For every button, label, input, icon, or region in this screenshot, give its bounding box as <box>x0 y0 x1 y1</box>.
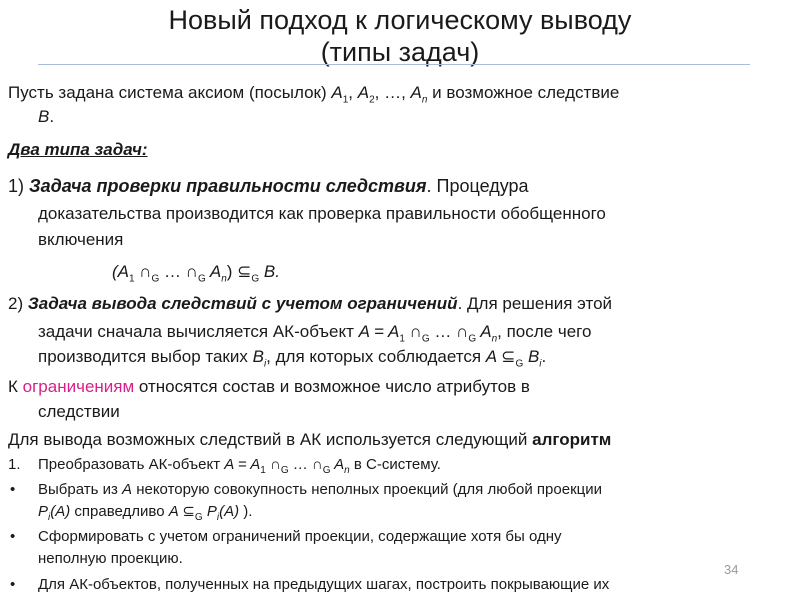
task2-line1: 2) Задача вывода следствий с учетом ограничений. Для решения этой <box>8 294 613 313</box>
step1-text: Преобразовать АК-объект $A = A_1$ $\cap_G$ … $\cap_G$ $A_n$ в С-систему. <box>38 456 441 476</box>
step3-marker: • <box>10 528 16 545</box>
step2-line2: $P_i(A)$ справедливо A $⊆_G$ $P_i(A)$ ). <box>38 503 253 523</box>
intro-line1: Пусть задана система аксиом (посылок) $A_1$, $A_2$, …, $A_n$ и возможное следствие <box>8 83 620 106</box>
constraints-line2: следствии <box>38 402 120 421</box>
task1-line1: 1) Задача проверки правильности следствия. Процедура <box>8 176 529 196</box>
step2-marker: • <box>10 481 16 498</box>
page-number: 34 <box>724 562 739 577</box>
step4-line1: Для АК-объектов, полученных на предыдущих шагах, построить покрывающие их <box>38 576 610 593</box>
task1-formula: ($A_1$ $\cap_G$ … $\cap_G$ $A_n$) $⊆_G$ B. <box>112 262 280 285</box>
step2-line1: Выбрать из A некоторую совокупность неполных проекций (для любой проекции <box>38 481 602 498</box>
title-divider <box>38 64 750 65</box>
step4-marker: • <box>10 576 16 593</box>
step3-line2: неполную проекцию. <box>38 550 183 567</box>
task1-line3: включения <box>38 230 124 249</box>
step3-line1: Сформировать с учетом ограничений проекции, содержащие хотя бы одну <box>38 528 562 545</box>
intro-line2: B. <box>38 107 55 126</box>
task2-line3: производится выбор таких $B_i$, для которых соблюдается A $⊆_G$ $B_i$. <box>38 347 547 370</box>
constraints-line1: К ограничениям относятся состав и возможное число атрибутов в <box>8 377 530 396</box>
slide-title-line2: (типы задач) <box>320 37 480 67</box>
task2-line2: задачи сначала вычисляется АК-объект $A = A_1$ $\cap_G$ … $\cap_G$ $A_n$, после чего <box>38 322 592 345</box>
section-heading: Два типа задач: <box>8 140 148 159</box>
slide-title-line1: Новый подход к логическому выводу <box>168 5 632 35</box>
task1-line2: доказательства производится как проверка правильности обобщенного <box>38 204 606 223</box>
algorithm-intro: Для вывода возможных следствий в АК используется следующий алгоритм <box>8 430 612 449</box>
step1-marker: 1. <box>8 456 21 473</box>
